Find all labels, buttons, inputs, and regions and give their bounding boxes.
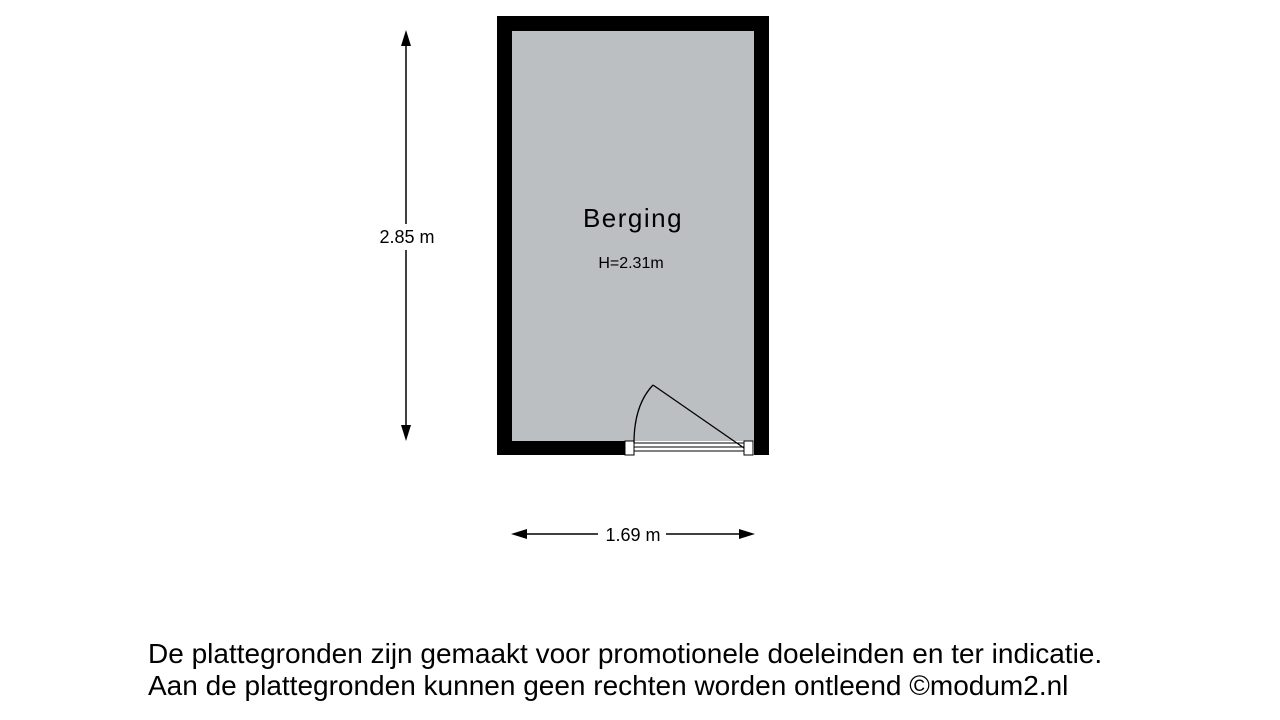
vertical-dimension-label: 2.85 m [379, 227, 435, 247]
room-name: Berging [582, 203, 684, 233]
arrow-down-icon [401, 425, 411, 441]
room-height: H=2.31m [598, 255, 664, 272]
arrow-left-icon [511, 529, 527, 539]
horizontal-dimension-label: 1.69 m [605, 525, 661, 545]
arrow-right-icon [739, 529, 755, 539]
disclaimer-line-2: Aan de plattegronden kunnen geen rechten worden ontleend ©modum2.nl [148, 670, 1069, 701]
arrow-up-icon [401, 30, 411, 46]
horizontal-dimension [511, 525, 755, 545]
disclaimer [148, 638, 1248, 702]
disclaimer-line-1: De plattegronden zijn gemaakt voor promotionele doeleinden en ter indicatie. [148, 638, 1103, 669]
vertical-dimension [376, 30, 438, 441]
room-floor [512, 31, 754, 441]
